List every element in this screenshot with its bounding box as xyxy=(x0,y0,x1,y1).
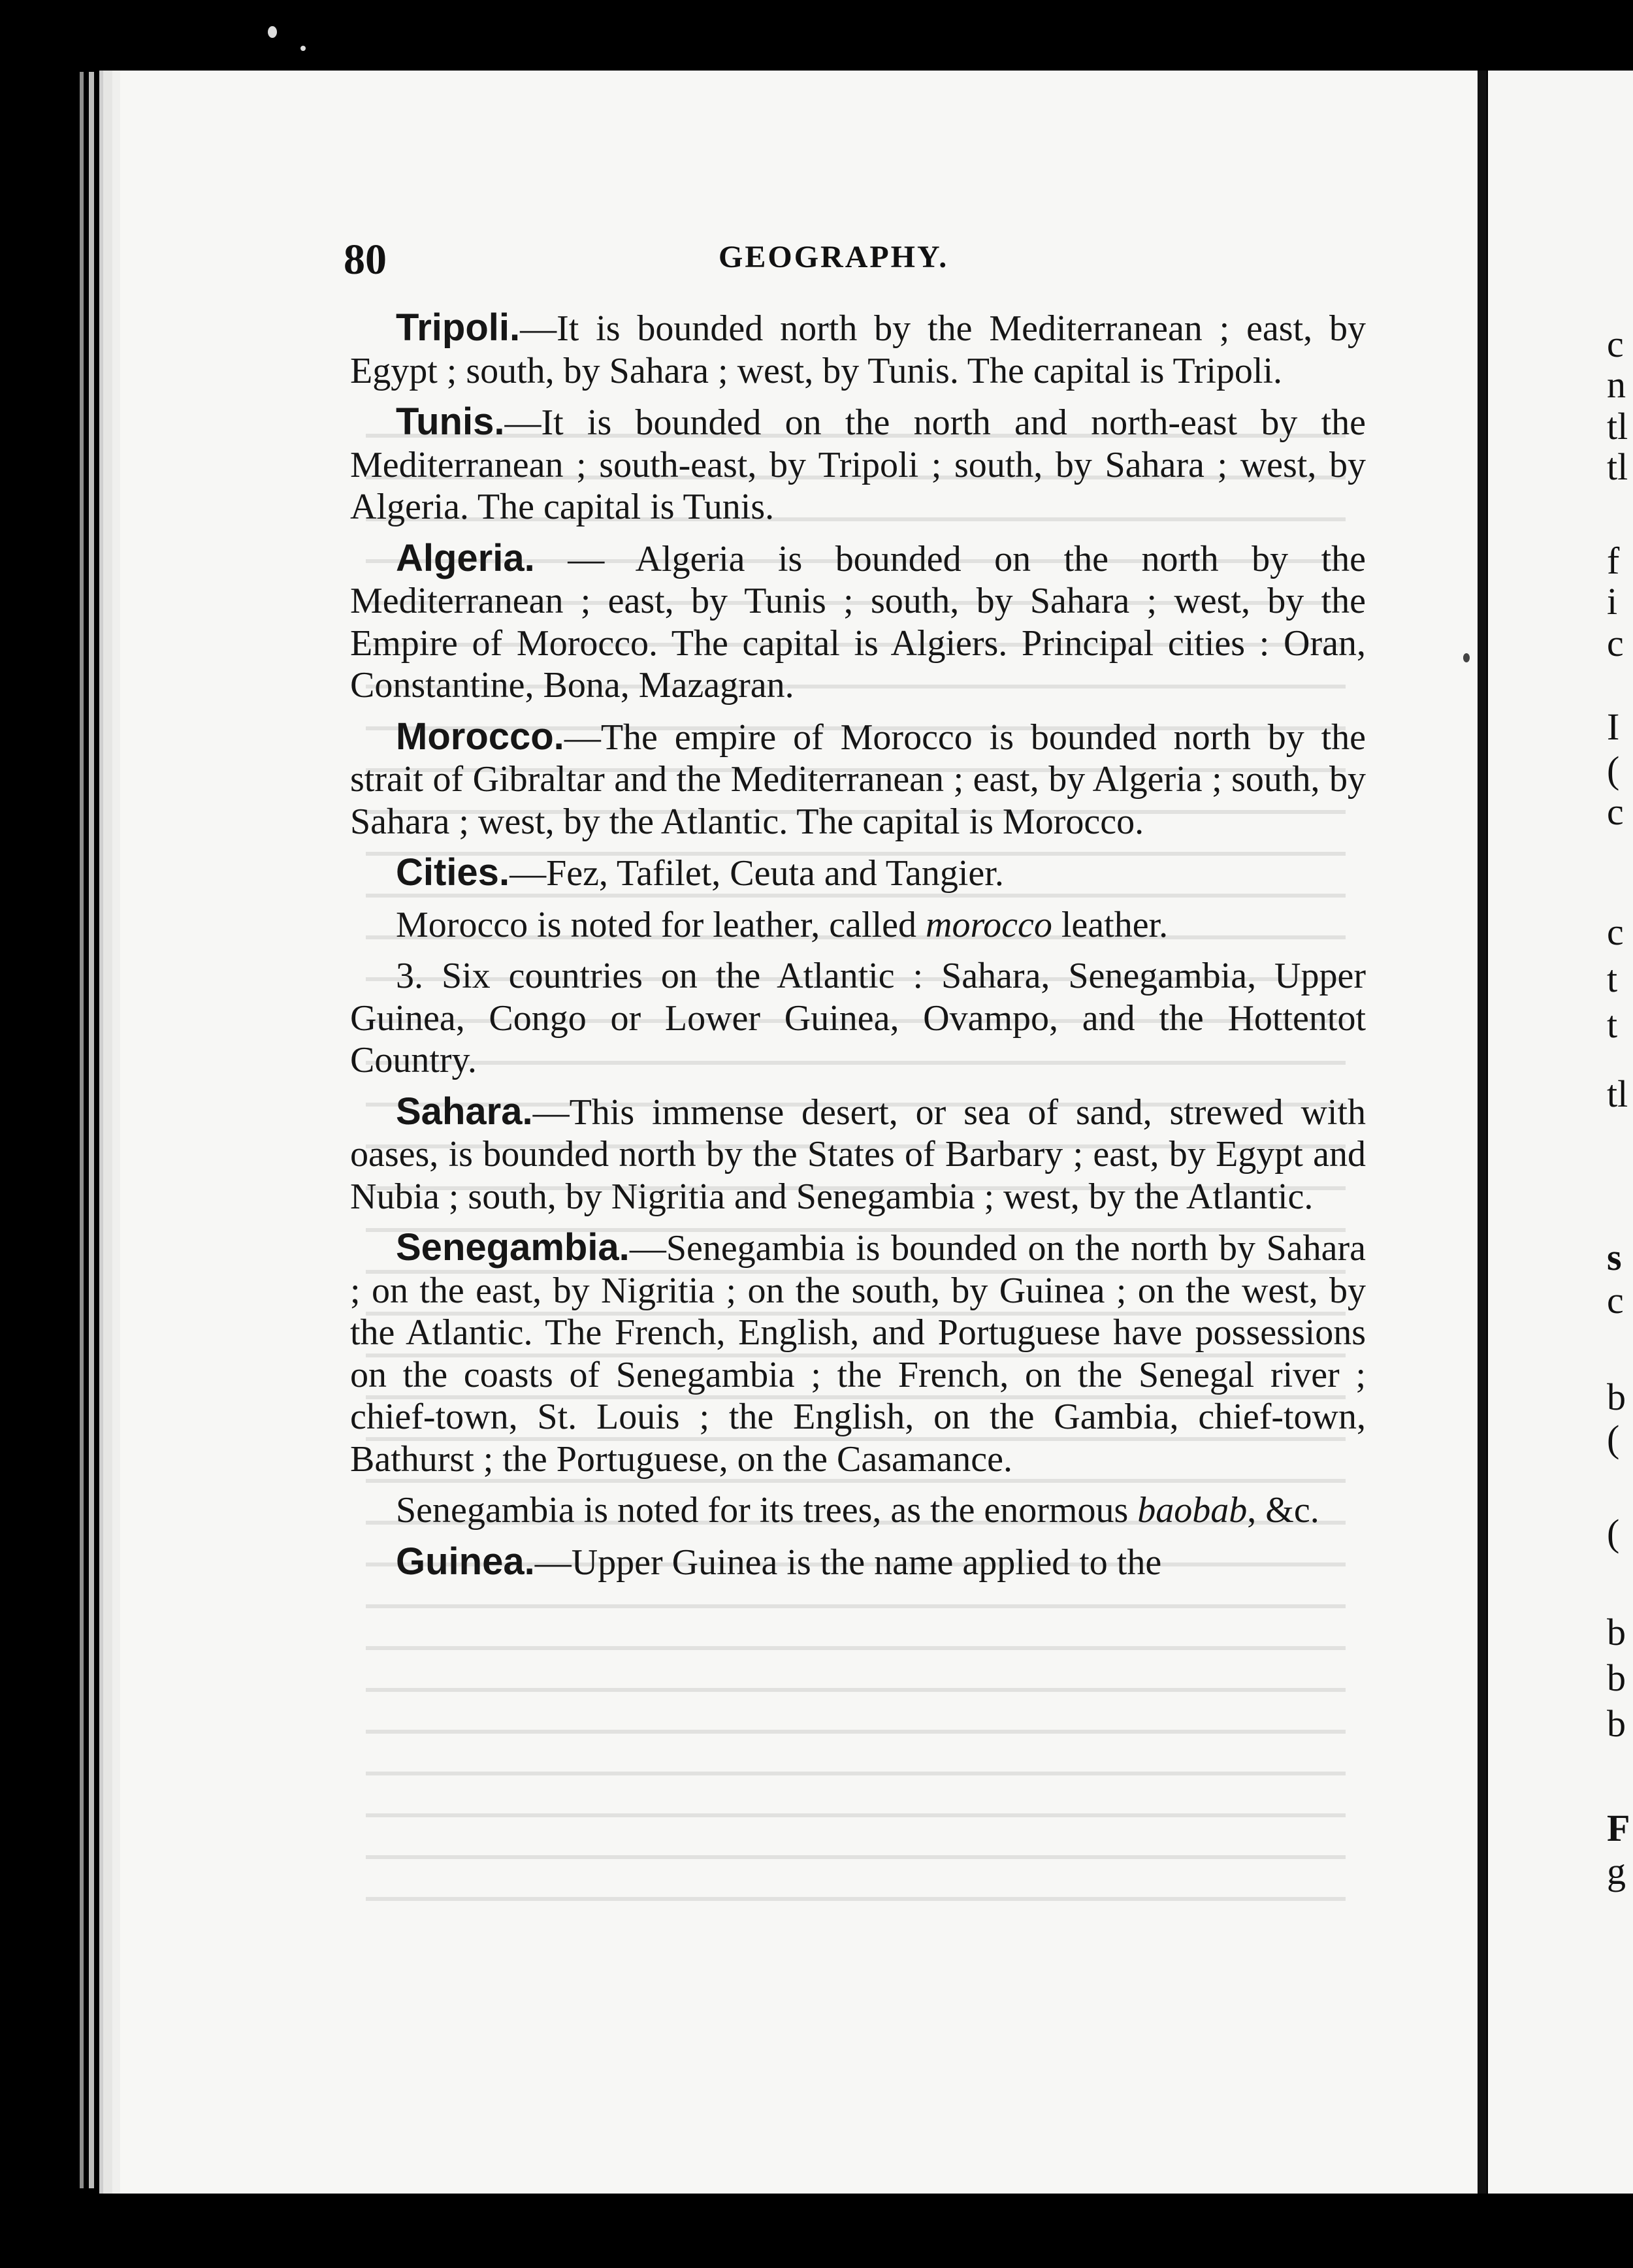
facing-page-fragment: b xyxy=(1607,1376,1626,1418)
paragraph-text: —Upper Guinea is the name applied to the xyxy=(534,1542,1162,1583)
dust-speck xyxy=(300,46,306,51)
facing-page-fragment: b xyxy=(1607,1611,1626,1653)
paragraph-text: Senegambia is noted for its trees, as the enormous xyxy=(396,1490,1138,1531)
paragraph-guinea xyxy=(350,1541,1366,1584)
facing-page-fragment: c xyxy=(1607,1279,1624,1321)
section-heading: Senegambia. xyxy=(396,1226,630,1269)
dust-speck xyxy=(268,26,277,38)
paragraph-morocco xyxy=(350,716,1366,843)
facing-page-fragment: tl xyxy=(1607,1073,1628,1115)
paragraph-senegambia xyxy=(350,1227,1366,1480)
facing-page-fragment: c xyxy=(1607,790,1624,833)
facing-page-fragment: tl xyxy=(1607,405,1628,447)
facing-page-fragment: ( xyxy=(1607,1512,1620,1554)
page-gutter xyxy=(1478,71,1487,2194)
section-heading: Guinea. xyxy=(396,1540,535,1583)
facing-page-fragment: ( xyxy=(1607,1418,1620,1460)
facing-page-fragment: I xyxy=(1607,705,1620,748)
section-heading: Cities. xyxy=(396,851,510,894)
facing-page-fragment: tl xyxy=(1607,446,1628,488)
section-heading: Sahara. xyxy=(396,1090,533,1133)
paragraph-text: Morocco is noted for leather, called xyxy=(396,904,926,945)
paragraph-morocco-leather xyxy=(350,904,1366,947)
facing-page-fragment: f xyxy=(1607,540,1620,582)
page-edge xyxy=(89,72,94,2188)
facing-page-fragment: c xyxy=(1607,323,1624,365)
page-edge xyxy=(80,72,84,2188)
facing-page-fragment: b xyxy=(1607,1702,1626,1745)
facing-page-fragment: s xyxy=(1607,1236,1622,1278)
paragraph-text: leather. xyxy=(1052,904,1169,945)
facing-page-fragment: b xyxy=(1607,1657,1626,1699)
section-heading: Morocco. xyxy=(396,715,564,758)
italic-term: baobab xyxy=(1137,1490,1248,1531)
italic-term: morocco xyxy=(926,904,1052,945)
facing-page-fragment: c xyxy=(1607,622,1624,664)
section-heading: Tunis. xyxy=(396,400,505,443)
facing-page-fragment: i xyxy=(1607,580,1618,623)
paragraph-atlantic-countries xyxy=(350,955,1366,1082)
paragraph-tripoli xyxy=(350,307,1366,392)
facing-page-fragment: t xyxy=(1607,1003,1618,1046)
paragraph-text: —Fez, Tafilet, Ceuta and Tangier. xyxy=(509,853,1004,894)
section-heading: Algeria. xyxy=(396,536,535,579)
dust-speck xyxy=(1463,653,1470,662)
facing-page-fragment: F xyxy=(1607,1807,1630,1849)
facing-page-fragment: g xyxy=(1607,1850,1626,1892)
paragraph-text: 3. Six countries on the Atlantic : Sahara, Senegambia, Upper Guinea, Congo or Lower Guinea, Ovampo, and the Hottentot Country. xyxy=(350,956,1366,1080)
paragraph-algeria xyxy=(350,538,1366,707)
facing-page-fragment: c xyxy=(1607,911,1624,953)
running-head: GEOGRAPHY. xyxy=(719,240,949,274)
body-text xyxy=(350,307,1366,1593)
paragraph-sahara xyxy=(350,1091,1366,1218)
paragraph-text: —This immense desert, or sea of sand, strewed with oases, is bounded north by the States of Barbary ; east, by Egypt and Nubia ; south, by Nigritia and Senegambia ; west, by the Atlantic. xyxy=(350,1092,1366,1217)
paragraph-cities xyxy=(350,852,1366,895)
paragraph-text: —It is bounded on the north and north-east by the Mediterranean ; south-east, by Tripoli ; south, by Sahara ; west, by Algeria. The capital is Tunis. xyxy=(350,402,1366,527)
page-number: 80 xyxy=(344,236,387,284)
paragraph-text: —The empire of Morocco is bounded north by the strait of Gibraltar and the Mediterranean ; east, by Algeria ; south, by Sahara ; west, by the Atlantic. The capital is Morocco. xyxy=(350,717,1366,842)
paragraph-text: , &c. xyxy=(1247,1490,1319,1531)
section-heading: Tripoli. xyxy=(396,306,521,349)
paragraph-text: — Algeria is bounded on the north by the Mediterranean ; east, by Tunis ; south, by Sahara ; west, by the Empire of Morocco. The capital is Algiers. Principal cities : Oran, Constantine, Bona, Mazagran. xyxy=(350,538,1366,705)
paragraph-text: —It is bounded north by the Mediterranean ; east, by Egypt ; south, by Sahara ; west, by Tunis. The capital is Tripoli. xyxy=(350,308,1366,391)
paragraph-tunis xyxy=(350,401,1366,528)
paragraph-baobab xyxy=(350,1489,1366,1532)
paragraph-text: —Senegambia is bounded on the north by Sahara ; on the east, by Nigritia ; on the south, by Guinea ; on the west, by the Atlantic. The French, English, and Portuguese have possessions on the coasts of Senegambia ; the French, on the Senegal river ; chief-town, St. Louis ; the English, on the Gambia, chief-town, Bathurst ; the Portuguese, on the Casamance. xyxy=(350,1228,1366,1480)
facing-page-fragment: ( xyxy=(1607,749,1620,791)
facing-page-fragment: t xyxy=(1607,958,1618,1000)
facing-page-fragment: n xyxy=(1607,363,1626,406)
